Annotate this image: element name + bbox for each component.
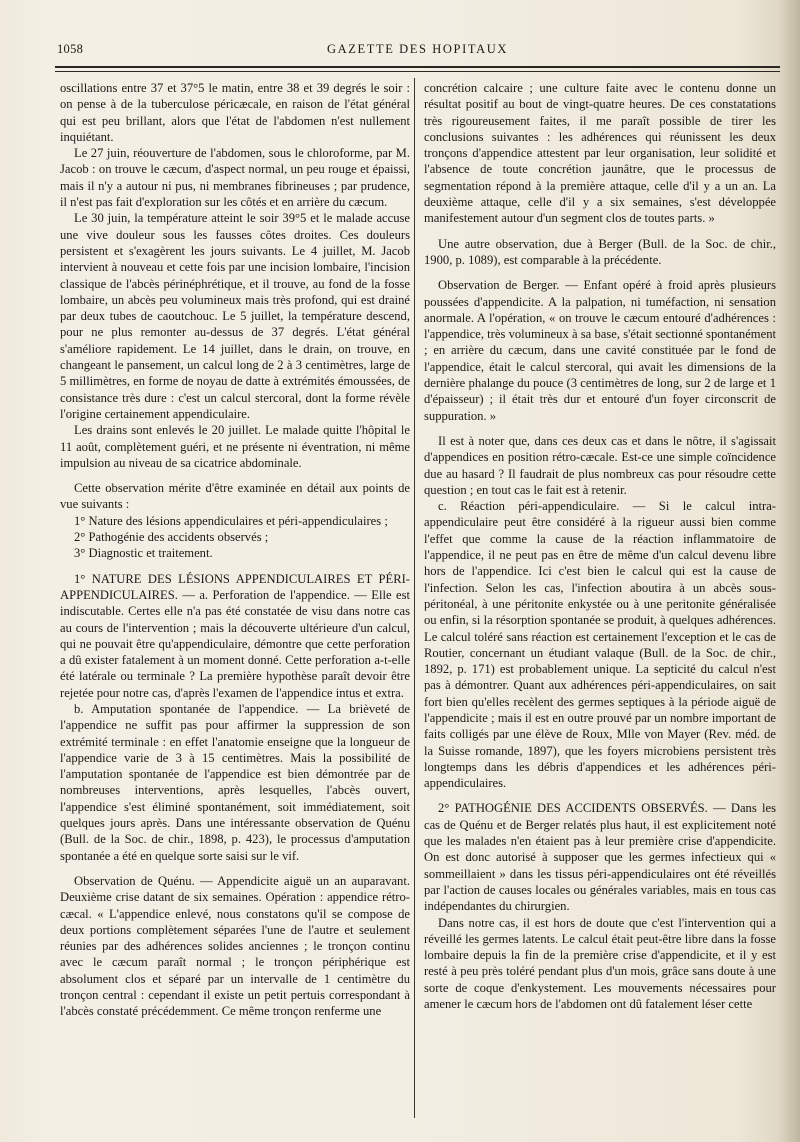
paragraph: b. Amputation spontanée de l'appendice. — La brièveté de l'appendice ne suffit pas pour affirmer la suppression de son extrémité terminale : en effet l'anatomie enseigne que la longueur de l'appendice varie de 3 à 15 centimètres. Mais la possibilité de l'amputation spontanée de l'appendice est bien démontrée par de nombreuses interventions, après lesquelles, l'abcès ouvert, l'appendice s'est éliminé spontanément, soit immédiatement, soit quelques jours après. Dans une intéressante observation de Quénu (Bull. de la Soc. de chir., 1898, p. 423), le processus d'amputation spontanée a été en quelque sorte saisi sur le vif. — [60, 701, 410, 863]
page-number: 1058 — [57, 42, 84, 56]
list-item: 3° Diagnostic et traitement. — [74, 546, 213, 561]
observation-paragraph: Observation de Berger. — Enfant opéré à froid après plusieurs poussées d'appendicite. A la palpation, ni tuméfaction, ni sensation anormale. A l'opération, « on trouve le cæcum entouré d'adhérences : l'appendice, très volumineux à sa base, s'était sectionné spontanément ; en arrière du cæcum, dans une cavité constituée par le fond de l'appendice, était le calcul stercoral, qui avait les dimensions de la dernière phalange du pouce (3 centimètres de long, sur 2 de large et 1 d'épaisseur) ; il était très dur et entouré d'un foyer circonscrit de suppuration. » — [424, 278, 776, 423]
page-edge-shadow — [778, 0, 800, 1142]
paragraph: oscillations entre 37 et 37°5 le matin, entre 38 et 39 degrés le soir : on pense à de la tuberculose péricæcale, en raison de l'état général qui est peu brillant, alors que l'état de l'abdomen n'est nullement inquiétant. — [60, 81, 410, 144]
header-rule-bottom — [55, 71, 780, 72]
paragraph: Le 30 juin, la température atteint le soir 39°5 et le malade accuse une vive douleur sous les fausses côtes droites. Ces douleurs persistent et s'exagèrent les jours suivants. Le 4 juillet, M. Jacob intervient à nouveau et cette fois par une incision lombaire, l'incision classique de l'abcès périnéphrétique, et il trouve, au fond de la fosse lombaire, un abcès peu volumineux mais très profond, qui est drainé par deux tubes de caoutchouc. Le 5 juillet, la température descend, pour ne plus remonter au-dessus de 37 degrés. L'état général s'améliore rapidement. Le 14 juillet, dans le drain, on trouve, en changeant le pansement, un calcul long de 2 à 3 centimètres, large de 5 millimètres, en forme de noyau de datte à extrémités émoussées, de consistance très dure : c'est un calcul stercoral, dont la forme révèle l'origine certainement appendiculaire. — [60, 211, 410, 421]
paragraph: Le 27 juin, réouverture de l'abdomen, sous le chloroforme, par M. Jacob : on trouve le cæcum, d'aspect normal, un peu rouge et épaissi, mais il n'y a autour ni pus, ni membranes fibrineuses ; par prudence, il n'est pas fait d'exploration sur les côtés et en arrière du cæcum. — [60, 146, 410, 210]
paragraph: concrétion calcaire ; une culture faite avec le contenu donne un résultat positif au bout de vingt-quatre heures. De ces constatations très rigoureusement faites, il me paraît possible de tirer les conclusions suivantes : les adhérences qui réunissent les deux tronçons d'appendice attestent par leur organisation, leur solidité et l'absence de toute concrétion jaunâtre, que le processus de segmentation répond à la première attaque, celle d'il y a un an. La deuxième attaque, celle d'il y a six semaines, s'est développée manifestement autour d'un segment clos de toutes parts. » — [424, 81, 776, 226]
column-divider — [414, 78, 415, 1118]
left-column — [60, 80, 410, 1020]
section-paragraph: 1° NATURE DES LÉSIONS APPENDICULAIRES ET PÉRI-APPENDICULAIRES. — a. Perforation de l'appendice. — Elle est indiscutable. Certes elle n'a pas été constatée de visu dans notre cas au cours de l'intervention ; mais la découverte ultérieure d'un calcul, qui ne pouvait être qu'appendiculaire, démontre que cette perforation a dû exister fatalement à un moment donné. Cette perforation a-t-elle été latérale ou terminale ? La première hypothèse paraît devoir être rejetée pour notre cas, d'après l'examen de l'appendice intus et extra. — [60, 571, 410, 700]
paragraph: c. Réaction péri-appendiculaire. — Si le calcul intra-appendiculaire peut être considéré à la rigueur aussi bien comme l'effet que comme la cause de la réaction inflammatoire de l'appendice, il ne peut pas en être de même d'un calcul devenu libre hors de l'appendice. Ici c'est bien le calcul qui est la cause de l'infection. Selon les cas, l'infection aboutira à un abcès sous-péritonéal, à une péritonite enkystée ou à une peritonite généralisée ou enfin, si la résorption spontanée se produit, à quelques adhérences. Le calcul toléré sans réaction est certainement l'exception et le cas de Routier, concernant un étudiant valaque (Bull. de la Soc. de chir., 1892, p. 171) est probablement unique. La septicité du calcul n'est pas à démontrer. Quant aux adhérences péri-appendiculaires, on sait fort bien qu'elles recèlent des germes septiques à la période aiguë de l'appendicite ; mais il est en outre prouvé par un nombre important de faits colligés par une élève de Roux, Mlle von Mayer (Rev. méd. de la Suisse romande, 1897), que les foyers microbiens persistent très longtemps dans les débris d'appendices et les adhérences péri-appendiculaires. — [424, 499, 776, 791]
paragraph: Cette observation mérite d'être examinée en détail aux points de vue suivants : — [60, 481, 410, 512]
journal-title: GAZETTE DES HOPITAUX — [327, 42, 508, 56]
section-paragraph: 2° PATHOGÉNIE DES ACCIDENTS OBSERVÉS. — Dans les cas de Quénu et de Berger relatés plus haut, il est explicitement noté que les malades n'en étaient pas à leur première crise d'appendicite. On est donc autorisé à supposer que les germes infectieux qui « sommeillaient » dans les tissus péri-appendiculaires ont été réveillés par l'action de causes locales ou générales variables, mais en tous cas indépendantes du chirurgien. — [424, 801, 776, 914]
header-rule-top — [55, 66, 780, 68]
paragraph: Il est à noter que, dans ces deux cas et dans le nôtre, il s'agissait d'appendices en position rétro-cæcale. Est-ce une simple coïncidence due au hasard ? Il faudrait de plus nombreux cas pour résoudre cette question ; en tout cas le fait est à retenir. — [424, 433, 776, 497]
right-column — [424, 80, 776, 1012]
page-header — [55, 42, 780, 64]
list-item: 2° Pathogénie des accidents observés ; — [74, 530, 269, 545]
paragraph: Les drains sont enlevés le 20 juillet. Le malade quitte l'hôpital le 11 août, complètement guéri, et ne présente ni éventration, ni même impulsion au niveau de sa cicatrice abdominale. — [60, 423, 410, 470]
paragraph: Une autre observation, due à Berger (Bull. de la Soc. de chir., 1900, p. 1089), est comparable à la précédente. — [424, 236, 776, 267]
observation-paragraph: Observation de Quénu. — Appendicite aiguë un an auparavant. Deuxième crise datant de six semaines. Opération : appendice rétro-cæcal. « L'appendice enlevé, nous constatons qu'il se compose de deux portions complètement séparées l'une de l'autre et seulement réunies par des adhérences solides anciennes ; le tronçon continu avec le cæcum paraît normal ; le tronçon périphérique est absolument clos et séparé par un intervalle de 1 centimètre du tronçon central : cependant il existe un petit pertuis correspondant à l'abcès constaté précédemment. Ce même tronçon renferme une — [60, 873, 410, 1019]
paragraph: Dans notre cas, il est hors de doute que c'est l'intervention qui a réveillé les germes latents. Le calcul était peut-être libre dans la fosse lombaire depuis la fin de la première crise d'appendicite, et il y est resté à peu près toléré pendant plus d'un mois, grâce sans doute à une sorte de coque d'enkystement. Les mouvements nécessaires pour amener le cæcum hors de l'abdomen ont dû fatalement léser cette — [424, 915, 776, 1012]
list-item: 1° Nature des lésions appendiculaires et péri-appendiculaires ; — [74, 513, 388, 528]
